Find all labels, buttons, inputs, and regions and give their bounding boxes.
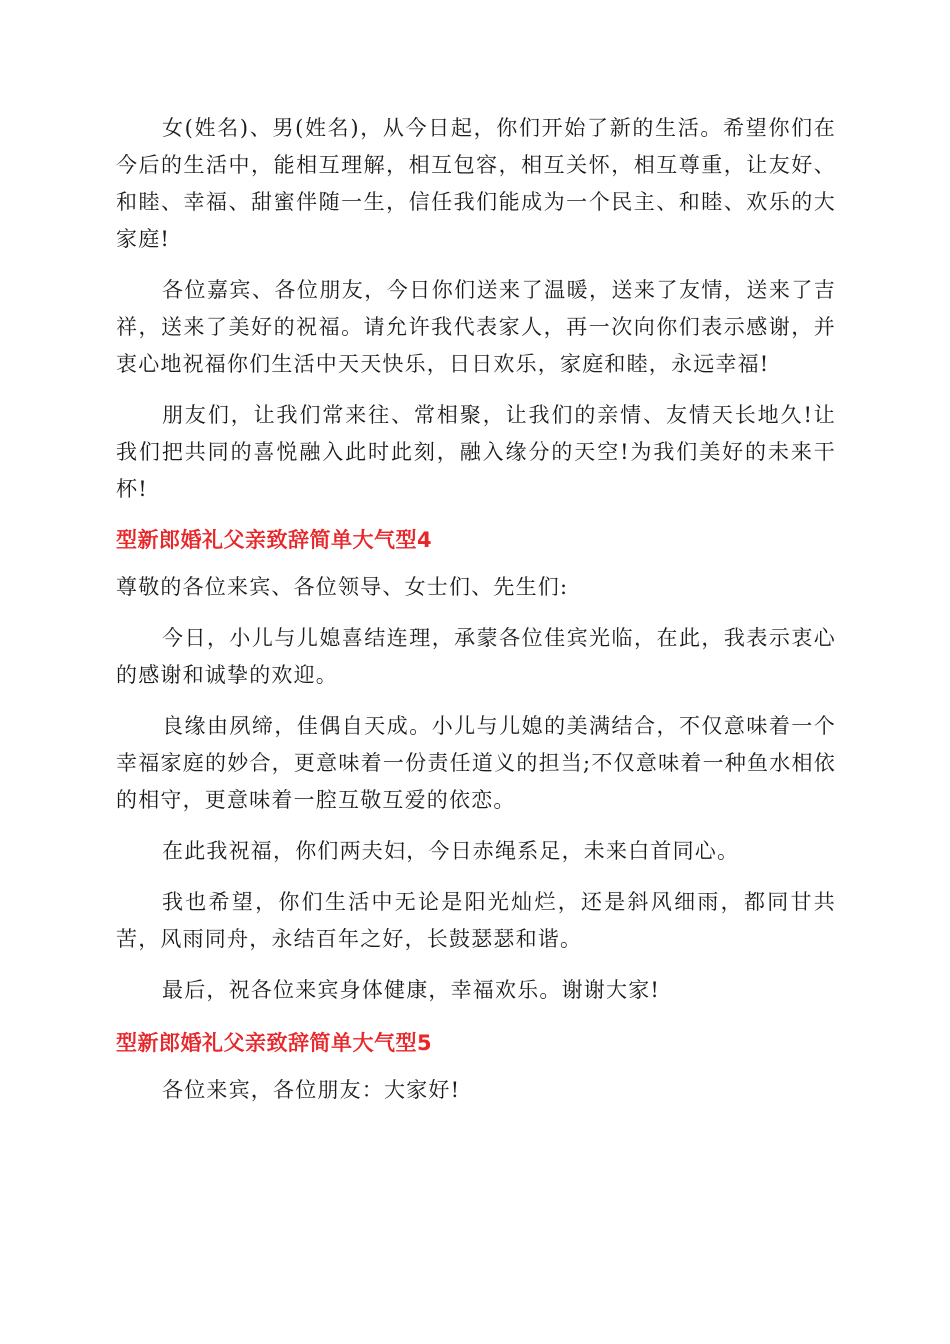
- body-paragraph: 今日，小儿与儿媳喜结连理，承蒙各位佳宾光临，在此，我表示衷心的感谢和诚挚的欢迎。: [116, 626, 836, 687]
- body-paragraph: 最后，祝各位来宾身体健康，幸福欢乐。谢谢大家!: [162, 978, 661, 1002]
- body-paragraph: 各位来宾，各位朋友：大家好!: [162, 1078, 461, 1102]
- body-paragraph: 各位嘉宾、各位朋友，今日你们送来了温暖，送来了友情，送来了吉祥，送来了美好的祝福。请允许我代表家人，再一次向你们表示感谢，并衷心地祝福你们生活中天天快乐，日日欢乐，家庭和睦，永远幸福!: [116, 278, 836, 376]
- document-body: [116, 110, 836, 1123]
- body-paragraph: 朋友们，让我们常来往、常相聚，让我们的亲情、友情天长地久!让我们把共同的喜悦融入此时此刻，融入缘分的天空!为我们美好的未来干杯!: [116, 403, 836, 501]
- section-heading: 型新郎婚礼父亲致辞简单大气型5: [116, 1031, 433, 1055]
- salutation: 尊敬的各位来宾、各位领导、女士们、先生们:: [116, 575, 569, 599]
- body-paragraph: 我也希望，你们生活中无论是阳光灿烂，还是斜风细雨，都同甘共苦，风雨同舟，永结百年之好，长鼓瑟瑟和谐。: [116, 890, 836, 951]
- body-paragraph: 良缘由夙缔，佳偶自天成。小儿与儿媳的美满结合，不仅意味着一个幸福家庭的妙合，更意味着一份责任道义的担当;不仅意味着一种鱼水相依的相守，更意味着一腔互敬互爱的依恋。: [116, 714, 836, 812]
- body-paragraph: 在此我祝福，你们两夫妇，今日赤绳系足，未来白首同心。: [162, 839, 740, 863]
- body-paragraph: 女(姓名)、男(姓名)，从今日起，你们开始了新的生活。希望你们在今后的生活中，能相互理解，相互包容，相互关怀，相互尊重，让友好、和睦、幸福、甜蜜伴随一生，信任我们能成为一个民主、和睦、欢乐的大家庭!: [116, 116, 836, 251]
- section-heading: 型新郎婚礼父亲致辞简单大气型4: [116, 528, 433, 552]
